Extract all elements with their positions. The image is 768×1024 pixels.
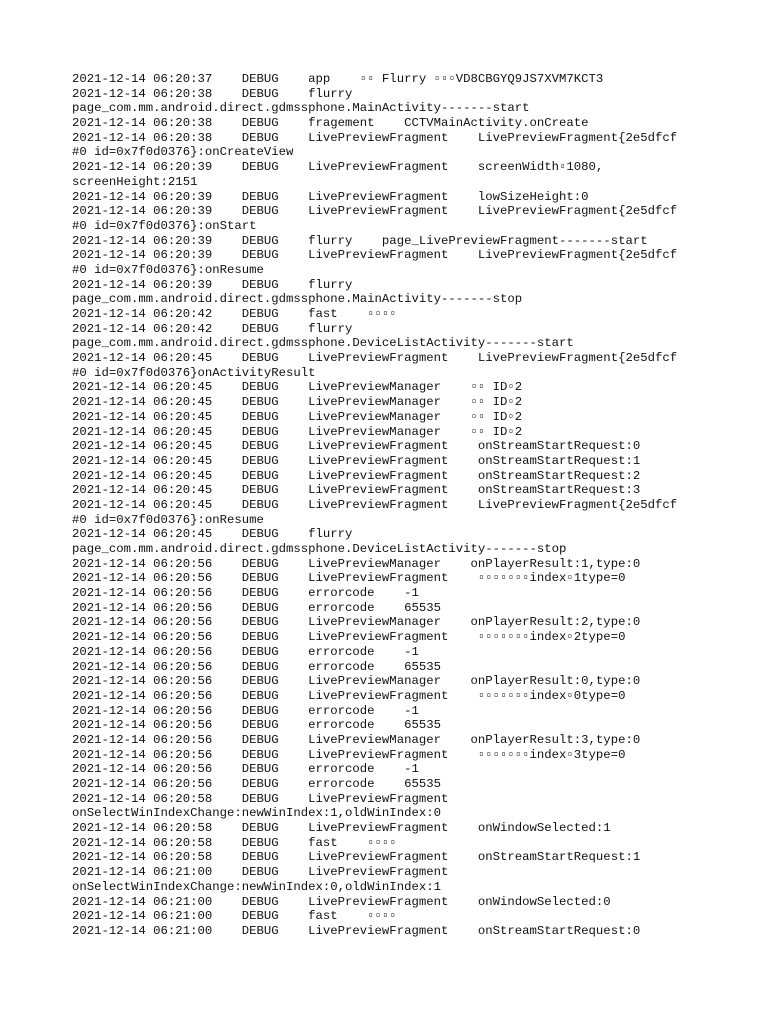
log-line: 2021-12-14 06:21:00 DEBUG LivePreviewFragment onStreamStartRequest:0 xyxy=(72,923,641,938)
log-line: screenHeight:2151 xyxy=(72,174,198,189)
log-line: page_com.mm.android.direct.gdmssphone.MainActivity-------stop xyxy=(72,292,523,307)
log-line: #0 id=0x7f0d0376}:onResume xyxy=(72,512,264,527)
log-line: 2021-12-14 06:20:56 DEBUG LivePreviewFragment ▫▫▫▫▫▫▫index▫1type=0 xyxy=(72,571,626,586)
log-line: onSelectWinIndexChange:newWinIndex:0,oldWinIndex:1 xyxy=(72,879,441,894)
log-line: 2021-12-14 06:20:45 DEBUG flurry xyxy=(72,527,353,542)
log-line: 2021-12-14 06:20:56 DEBUG LivePreviewFragment ▫▫▫▫▫▫▫index▫3type=0 xyxy=(72,747,626,762)
log-line: #0 id=0x7f0d0376}:onResume xyxy=(72,262,264,277)
log-line: 2021-12-14 06:20:56 DEBUG errorcode -1 xyxy=(72,762,419,777)
log-line: 2021-12-14 06:20:45 DEBUG LivePreviewManager ▫▫ ID▫2 xyxy=(72,380,523,395)
log-line: 2021-12-14 06:21:00 DEBUG fast ▫▫▫▫ xyxy=(72,909,397,924)
log-line: 2021-12-14 06:20:45 DEBUG LivePreviewFragment onStreamStartRequest:1 xyxy=(72,453,641,468)
log-line: 2021-12-14 06:20:56 DEBUG LivePreviewManager onPlayerResult:0,type:0 xyxy=(72,674,641,689)
log-line: 2021-12-14 06:20:45 DEBUG LivePreviewFragment LivePreviewFragment{2e5dfcf xyxy=(72,497,678,512)
log-line: 2021-12-14 06:20:39 DEBUG flurry page_LivePreviewFragment-------start xyxy=(72,233,648,248)
log-line: 2021-12-14 06:20:56 DEBUG LivePreviewFragment ▫▫▫▫▫▫▫index▫0type=0 xyxy=(72,688,626,703)
log-line: #0 id=0x7f0d0376}onActivityResult xyxy=(72,365,316,380)
log-document xyxy=(72,72,692,939)
log-line: 2021-12-14 06:20:39 DEBUG flurry xyxy=(72,277,353,292)
log-line: 2021-12-14 06:20:38 DEBUG fragement CCTVMainActivity.onCreate xyxy=(72,116,589,131)
log-line: 2021-12-14 06:20:45 DEBUG LivePreviewManager ▫▫ ID▫2 xyxy=(72,409,523,424)
log-line: 2021-12-14 06:20:56 DEBUG LivePreviewManager onPlayerResult:2,type:0 xyxy=(72,615,641,630)
log-line: 2021-12-14 06:20:56 DEBUG errorcode 65535 xyxy=(72,659,441,674)
log-line: 2021-12-14 06:20:39 DEBUG LivePreviewFragment LivePreviewFragment{2e5dfcf xyxy=(72,204,678,219)
log-line: 2021-12-14 06:20:58 DEBUG LivePreviewFragment xyxy=(72,791,449,806)
log-line: 2021-12-14 06:20:38 DEBUG flurry xyxy=(72,86,353,101)
log-line: page_com.mm.android.direct.gdmssphone.DeviceListActivity-------start xyxy=(72,336,574,351)
log-line: 2021-12-14 06:20:58 DEBUG LivePreviewFragment onWindowSelected:1 xyxy=(72,821,611,836)
log-line: 2021-12-14 06:20:56 DEBUG errorcode -1 xyxy=(72,703,419,718)
log-line: 2021-12-14 06:20:45 DEBUG LivePreviewFragment onStreamStartRequest:3 xyxy=(72,483,641,498)
log-line: #0 id=0x7f0d0376}:onStart xyxy=(72,218,257,233)
log-line: 2021-12-14 06:20:56 DEBUG LivePreviewManager onPlayerResult:3,type:0 xyxy=(72,732,641,747)
log-line: 2021-12-14 06:20:37 DEBUG app ▫▫ Flurry ▫▫▫VD8CBGYQ9JS7XVM7KCT3 xyxy=(72,72,604,86)
log-line: 2021-12-14 06:21:00 DEBUG LivePreviewFragment onWindowSelected:0 xyxy=(72,894,611,909)
log-line: 2021-12-14 06:20:42 DEBUG fast ▫▫▫▫ xyxy=(72,307,397,321)
log-line: 2021-12-14 06:20:58 DEBUG fast ▫▫▫▫ xyxy=(72,835,397,850)
log-line: 2021-12-14 06:20:42 DEBUG flurry xyxy=(72,321,353,336)
log-line: 2021-12-14 06:20:56 DEBUG errorcode 65535 xyxy=(72,718,441,733)
log-line: page_com.mm.android.direct.gdmssphone.DeviceListActivity-------stop xyxy=(72,542,567,556)
log-line: onSelectWinIndexChange:newWinIndex:1,oldWinIndex:0 xyxy=(72,806,441,821)
log-line: 2021-12-14 06:20:56 DEBUG errorcode 65535 xyxy=(72,777,441,791)
log-line: 2021-12-14 06:21:00 DEBUG LivePreviewFragment xyxy=(72,865,449,880)
log-line: 2021-12-14 06:20:45 DEBUG LivePreviewManager ▫▫ ID▫2 xyxy=(72,424,523,439)
log-line: 2021-12-14 06:20:45 DEBUG LivePreviewManager ▫▫ ID▫2 xyxy=(72,395,523,410)
log-line: 2021-12-14 06:20:45 DEBUG LivePreviewFragment LivePreviewFragment{2e5dfcf xyxy=(72,351,678,366)
log-line: 2021-12-14 06:20:56 DEBUG LivePreviewFragment ▫▫▫▫▫▫▫index▫2type=0 xyxy=(72,630,626,645)
log-line: 2021-12-14 06:20:45 DEBUG LivePreviewFragment onStreamStartRequest:0 xyxy=(72,439,641,454)
log-line: #0 id=0x7f0d0376}:onCreateView xyxy=(72,145,294,160)
log-line: 2021-12-14 06:20:39 DEBUG LivePreviewFragment lowSizeHeight:0 xyxy=(72,189,589,204)
log-line: 2021-12-14 06:20:58 DEBUG LivePreviewFragment onStreamStartRequest:1 xyxy=(72,850,641,865)
log-line: 2021-12-14 06:20:56 DEBUG errorcode 65535 xyxy=(72,600,441,615)
log-line: 2021-12-14 06:20:39 DEBUG LivePreviewFragment screenWidth▫1080, xyxy=(72,160,604,175)
log-line: 2021-12-14 06:20:56 DEBUG errorcode -1 xyxy=(72,586,419,601)
log-line: 2021-12-14 06:20:56 DEBUG LivePreviewManager onPlayerResult:1,type:0 xyxy=(72,556,641,571)
log-line: 2021-12-14 06:20:39 DEBUG LivePreviewFragment LivePreviewFragment{2e5dfcf xyxy=(72,248,678,263)
log-line: page_com.mm.android.direct.gdmssphone.MainActivity-------start xyxy=(72,101,530,116)
log-line: 2021-12-14 06:20:56 DEBUG errorcode -1 xyxy=(72,644,419,659)
log-line: 2021-12-14 06:20:38 DEBUG LivePreviewFragment LivePreviewFragment{2e5dfcf xyxy=(72,130,678,145)
log-line: 2021-12-14 06:20:45 DEBUG LivePreviewFragment onStreamStartRequest:2 xyxy=(72,468,641,483)
